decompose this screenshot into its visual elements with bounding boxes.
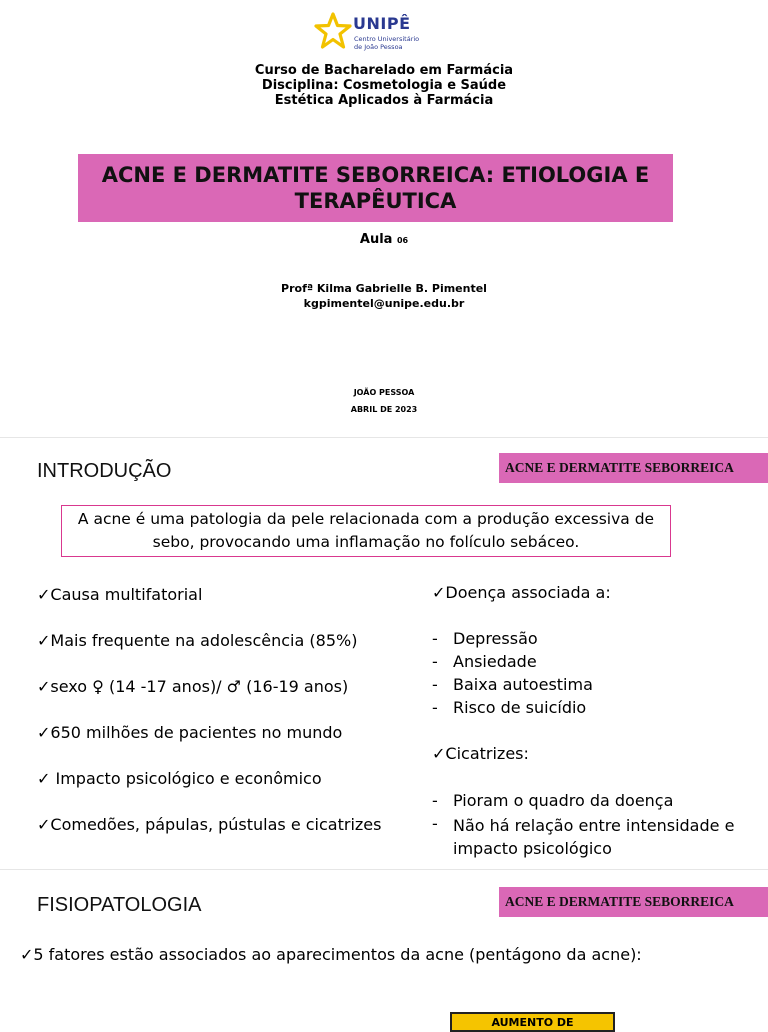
check-item (37, 631, 357, 650)
check-text: Doença associada a: (445, 583, 611, 602)
definition-box: A acne é uma patologia da pele relacionada com a produção excessiva de sebo, provocando uma inflamação no folículo sebáceo. (61, 505, 671, 557)
check-text: Cicatrizes: (445, 744, 529, 763)
check-text: Causa multifatorial (50, 585, 203, 604)
list-item (432, 652, 537, 671)
check-icon: ✓ (20, 945, 34, 964)
dash-marker: - (432, 629, 438, 648)
lesson-number: 06 (396, 236, 409, 245)
check-item (37, 723, 342, 742)
check-icon: ✓ (37, 631, 51, 650)
check-item (37, 677, 348, 696)
check-text: sexo ♀ (14 -17 anos)/ ♂ (16-19 anos) (50, 677, 349, 696)
list-item (432, 814, 752, 860)
check-text: Mais frequente na adolescência (85%) (50, 631, 358, 650)
factor-box: AUMENTO DE (450, 1012, 615, 1032)
city: JOÃO PESSOA (353, 388, 415, 397)
logo-name: UNIPÊ (353, 14, 411, 33)
dash-marker: - (432, 675, 438, 694)
course-info (0, 63, 768, 108)
course-line: Estética Aplicados à Farmácia (274, 93, 494, 108)
topic-tag: ACNE E DERMATITE SEBORREICA (499, 453, 768, 483)
list-item (432, 629, 538, 648)
dash-marker: - (432, 791, 438, 810)
check-icon: ✓ (432, 744, 446, 763)
list-item (432, 791, 673, 810)
course-line: Curso de Bacharelado em Farmácia (254, 63, 514, 78)
unipe-logo (314, 12, 434, 54)
check-item (20, 945, 642, 964)
list-text: Pioram o quadro da doença (453, 791, 674, 810)
check-text: Comedões, pápulas, pústulas e cicatrizes (50, 815, 382, 834)
check-item (432, 583, 611, 602)
lesson-word: Aula (359, 232, 393, 247)
check-icon: ✓ (37, 769, 51, 788)
lesson-label (0, 232, 768, 247)
topic-tag: ACNE E DERMATITE SEBORREICA (499, 887, 768, 917)
dash-marker: - (432, 698, 438, 717)
list-text: Não há relação entre intensidade e impacto psicológico (453, 816, 735, 858)
check-icon: ✓ (37, 585, 51, 604)
check-text: 5 fatores estão associados ao aparecimentos da acne (pentágono da acne): (33, 945, 642, 964)
check-icon: ✓ (432, 583, 446, 602)
professor-info (0, 281, 768, 311)
intro-slide (0, 438, 768, 870)
check-icon: ✓ (37, 723, 51, 742)
dash-marker: - (432, 652, 438, 671)
list-item (432, 675, 593, 694)
check-item (432, 744, 529, 763)
title-banner (78, 154, 673, 222)
list-item (432, 698, 586, 717)
professor-email: kgpimentel@unipe.edu.br (303, 297, 465, 310)
check-item (37, 585, 202, 604)
section-heading: INTRODUÇÃO (37, 460, 172, 482)
star-logo-icon (314, 12, 352, 50)
list-text: Ansiedade (453, 652, 537, 671)
course-line: Disciplina: Cosmetologia e Saúde (261, 78, 507, 93)
dash-marker: - (432, 814, 438, 833)
logo-subtitle-2: de João Pessoa (354, 43, 403, 51)
physio-slide (0, 870, 768, 1029)
check-text: 650 milhões de pacientes no mundo (50, 723, 343, 742)
check-icon: ✓ (37, 677, 51, 696)
logo-subtitle-1: Centro Universitário (354, 35, 420, 43)
check-icon: ✓ (37, 815, 51, 834)
slide-title: ACNE E DERMATITE SEBORREICA: ETIOLOGIA E TERAPÊUTICA (101, 163, 650, 213)
check-item (37, 769, 322, 788)
check-text: Impacto psicológico e econômico (50, 769, 322, 788)
list-text: Depressão (453, 629, 538, 648)
place-date (0, 384, 768, 418)
check-item (37, 815, 381, 834)
date: ABRIL DE 2023 (350, 405, 418, 414)
professor-name: Profª Kilma Gabrielle B. Pimentel (281, 282, 487, 295)
section-heading: FISIOPATOLOGIA (37, 894, 202, 916)
list-text: Baixa autoestima (453, 675, 593, 694)
list-text: Risco de suicídio (453, 698, 587, 717)
cover-slide (0, 0, 768, 438)
